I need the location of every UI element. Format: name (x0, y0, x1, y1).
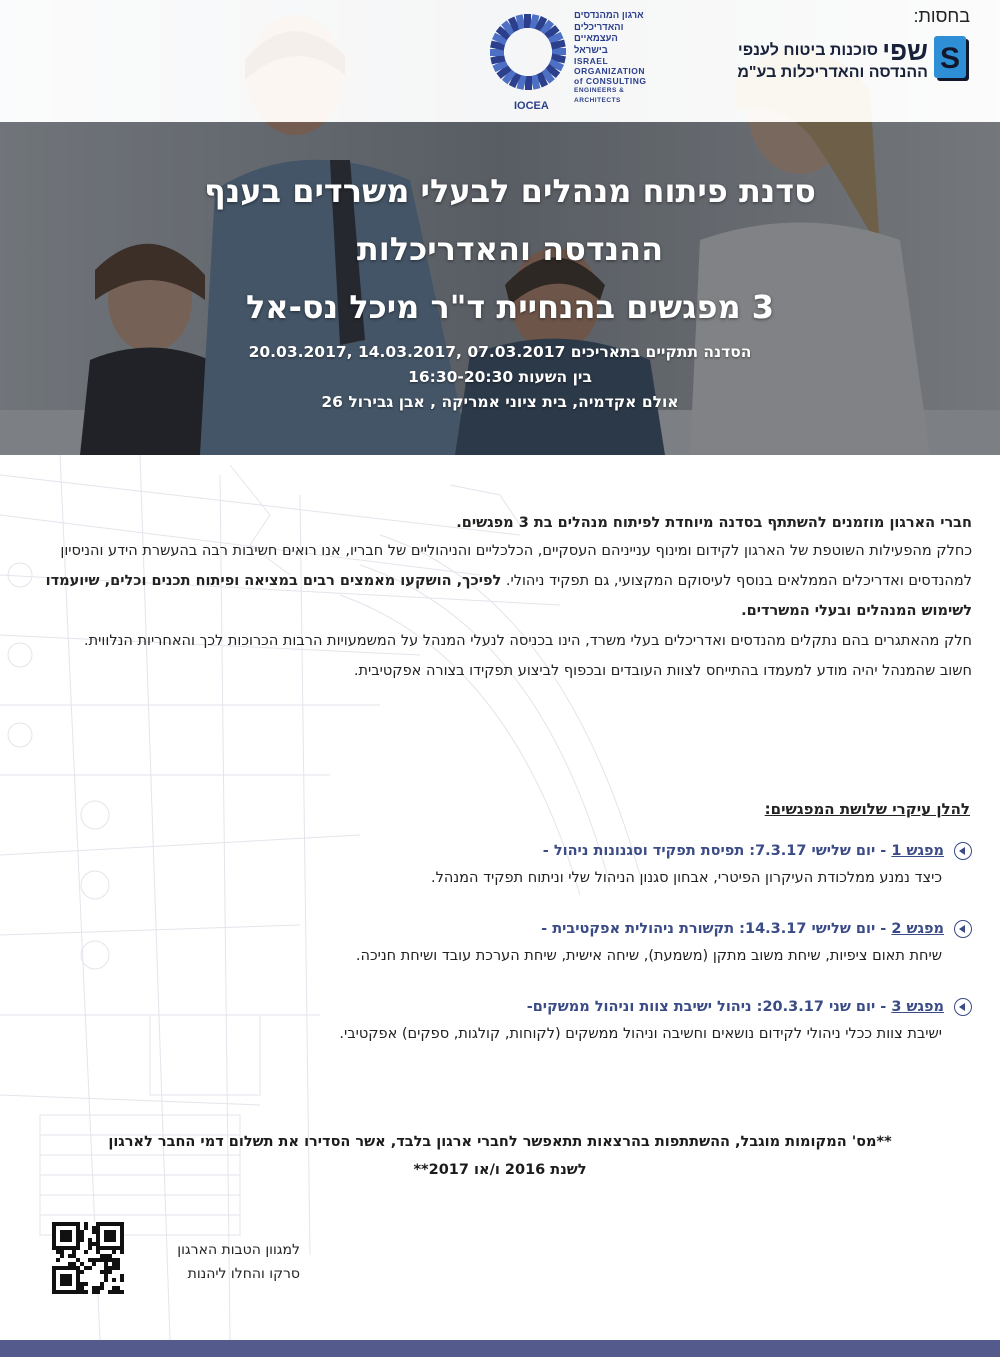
paragraph-activities-text: כחלק מהפעילות השוטפת של הארגון לקידום ומינוף ענייניהם העסקיים, הכלכליים והניהוליים של חבריו, אנו רואים חשיבות רבה בהעשרת הידע והניסיון למהנדסים ואדריכלים הממלאים בנוסף לעיסוקם המקצועי, גם תפקיד ניהולי. (60, 543, 972, 589)
organization-name-english-line: ENGINEERS & ARCHITECTS (574, 87, 625, 104)
organization-name-english-line: ISRAEL (574, 56, 609, 66)
sponsor-tagline-2: ההנדסה והאדריכלות בע"מ (737, 64, 928, 81)
event-location: אולם אקדמיה, בית ציוני אמריקה , אבן גבירול 26 (321, 393, 679, 411)
organization-name-english-line: ORGANIZATION (574, 66, 646, 76)
sponsor-logo-letter: S (939, 42, 961, 75)
event-dates: הסדנה תתקיים בתאריכים 07.03.2017 ,14.03.2017 ,20.03.2017 (248, 343, 752, 361)
organization-name-english (574, 56, 652, 106)
meeting-title (32, 838, 972, 864)
organization-logo (484, 8, 652, 116)
organization-abbreviation: IOCEA (514, 100, 549, 112)
footer-bar (0, 1340, 1000, 1357)
qr-caption (140, 1238, 300, 1286)
event-details (0, 340, 1000, 415)
qr-caption-line: סרקו והחלו ליהנות (187, 1266, 300, 1282)
registration-note (0, 1128, 1000, 1184)
meeting-item (32, 838, 972, 892)
meeting-item (32, 994, 972, 1048)
title-line: סדנת פיתוח מנהלים לבעלי משרדים בענף (204, 172, 816, 210)
sponsor-logo (710, 36, 970, 88)
organization-name-english-line: of CONSULTING (574, 76, 647, 86)
qr-caption-line: למגוון הטבות הארגון (177, 1242, 300, 1258)
organization-name-hebrew-line: והאדריכלים (574, 21, 624, 33)
sponsor-label: בחסות: (913, 6, 970, 26)
qr-code-icon[interactable] (52, 1222, 124, 1294)
meetings-heading: להלן עיקרי שלושת המפגשים: (764, 800, 970, 818)
meeting-description: שיחת תאום ציפיות, שיחת משוב מתקן (משמעת), שיחה אישית, שיחת הערכת עובד ושיחת חניכה. (355, 948, 942, 964)
play-circle-icon (954, 920, 972, 938)
sponsor-name: שפי (882, 36, 928, 66)
title-line: 3 מפגשים בהנחיית ד"ר מיכל נס-אל (245, 288, 775, 326)
paragraph-awareness: חשוב שהמנהל יהיה מודע למעמדו בהתייחס לצוות העובדים ובכפוף לביצוע תפקידו בצורה אפקטיבית. (353, 663, 972, 679)
intro-paragraph: חברי הארגון מוזמנים להשתתף בסדנה מיוחדת לפיתוח מנהלים בת 3 מפגשים. (456, 515, 972, 531)
paragraph-challenges: חלק מהאתגרים בהם נתקלים מהנדסים ואדריכלים בעלי משרד, הינו בכניסה לנעלי המנהל על המשמעויות הרבות הכרוכות לכך והאחריות הנלווית. (84, 633, 972, 649)
play-circle-icon (954, 842, 972, 860)
organization-name-hebrew-line: העצמאיים (574, 33, 618, 44)
meeting-subtitle: - יום שלישי 7.3.17: תפיסת תפקיד וסגנונות ניהול - (542, 843, 887, 859)
meeting-subtitle: - יום שלישי 14.3.17: תקשורת ניהולית אפקטיבית - (541, 921, 887, 937)
paragraph-activities (28, 536, 972, 626)
play-circle-icon (954, 998, 972, 1016)
title-line: ההנדסה והאדריכלות (356, 230, 664, 268)
main-content (28, 510, 972, 686)
organization-emblem-icon (484, 8, 572, 100)
organization-name-hebrew (574, 10, 652, 56)
meeting-subtitle: - יום שני 20.3.17: ניהול ישיבת צוות וניהול ממשקים- (526, 999, 887, 1015)
note-line: לשנת 2016 ו/או 2017** (413, 1162, 587, 1178)
meeting-label: מפגש 2 (891, 921, 944, 937)
meeting-description: ישיבת צוות ככלי ניהולי לקידום נושאים וחשיבה וניהול ממשקים (לקוחות, קולגות, ספקים) אפקטיבי. (339, 1026, 942, 1042)
organization-name-hebrew-line: בישראל (574, 44, 608, 56)
meeting-item (32, 916, 972, 970)
meeting-title (32, 994, 972, 1020)
organization-name-hebrew-line: ארגון המהנדסים (574, 10, 644, 21)
sponsor-tagline-1: סוכנות ביטוח לענפי (737, 42, 878, 59)
meeting-label: מפגש 1 (891, 843, 944, 859)
sponsor-logo-icon (934, 36, 970, 82)
event-hours: בין השעות 16:30-20:30 (408, 368, 592, 386)
meeting-title (32, 916, 972, 942)
paragraph-activities-bold: לפיכך, הושקעו מאמצים רבים במציאה ופיתוח תכנים וכלים, שיועמדו לשימוש המנהלים ובעלי המשרדים. (45, 573, 972, 619)
meeting-description: כיצד נמנע ממלכודת העיקרון הפיטרי, אבחון סגנון הניהול שלי וניתוח תפקיד המנהל. (431, 870, 942, 886)
hero-banner (0, 0, 1000, 455)
note-line: **מס' המקומות מוגבל, ההשתתפות בהרצאות תתאפשר לחברי ארגון בלבד, אשר הסדירו את תשלום דמי החבר לארגון (108, 1134, 892, 1150)
meeting-label: מפגש 3 (891, 999, 944, 1015)
page-title (0, 162, 1000, 336)
